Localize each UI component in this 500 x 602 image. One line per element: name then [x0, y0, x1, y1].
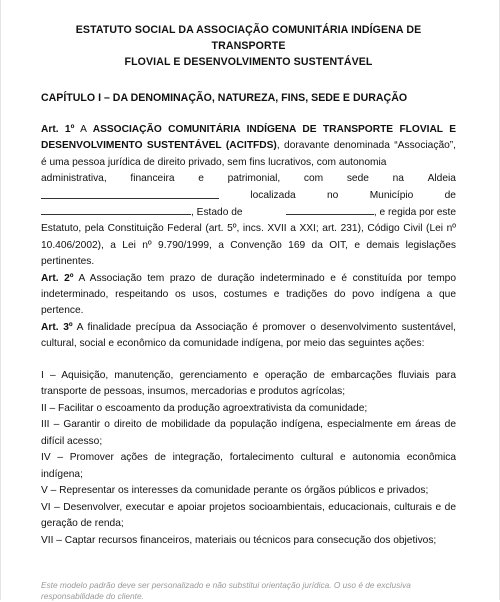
article-2-label: Art. 2º: [41, 272, 74, 284]
aldeia-blank-line: [41, 188, 219, 199]
word: Município: [369, 189, 414, 201]
article-1-text-b: , doravante denominada “Associação”, é uma pessoa jurídica de direito privado, sem fins lucrativos, com autonomia: [41, 140, 456, 168]
word: no: [327, 189, 339, 201]
list-item: III – Garantir o direito de mobilidade da população indígena, especialmente em áreas de difícil acesso;: [41, 419, 456, 447]
article-1-continuation: Estatuto, pela Constituição Federal (art. 5º, incs. XVII a XXI; art. 231), Código Civil (Lei nº 10.406/2002), a Lei nº 9.790/1999, a Convenção 169 da OIT, e demais legislações pertinentes.: [41, 223, 456, 268]
title-line-2: FLOVIAL E DESENVOLVIMENTO SUSTENTÁVEL: [124, 56, 373, 68]
word: e: [198, 173, 204, 185]
disclaimer-footer: Este modelo padrão deve ser personalizado e não substitui orientação jurídica. O uso é de exclusiva responsabilidade do cliente.: [41, 580, 411, 601]
article-1-line-5: [41, 204, 456, 221]
municipio-blank-line: [41, 204, 191, 215]
word: patrimonial,: [227, 173, 281, 185]
word: sede: [346, 173, 369, 185]
list-item: IV – Promover ações de integração, fortalecimento cultural e autonomia econômica indígena;: [41, 452, 456, 480]
word: Aldeia: [427, 173, 456, 185]
article-3: [41, 320, 456, 353]
list-item: VI – Desenvolver, executar e apoiar projetos socioambientais, educacionais, culturais e de geração de renda;: [41, 501, 456, 530]
list-item: V – Representar os interesses da comunidade perante os órgãos públicos e privados;: [41, 485, 429, 497]
list-item: VII – Captar recursos financeiros, materiais ou técnicos para consecução dos objetivos;: [41, 534, 437, 546]
chapter-heading: CAPÍTULO I – DA DENOMINAÇÃO, NATUREZA, FINS, SEDE E DURAÇÃO: [41, 92, 408, 104]
article-1-line-4: [41, 188, 456, 204]
article-2: [41, 271, 456, 320]
word: administrativa,: [41, 173, 107, 185]
article-1-line-3: [41, 171, 456, 187]
regida-text: , e regida por este: [373, 207, 456, 219]
article-3-label: Art. 3º: [41, 321, 73, 333]
word: com: [303, 173, 324, 185]
word: na: [392, 173, 404, 185]
actions-list: [41, 368, 456, 550]
title-line-1: ESTATUTO SOCIAL DA ASSOCIAÇÃO COMUNITÁRIA INDÍGENA DE TRANSPORTE: [75, 24, 422, 52]
article-1-intro: [41, 122, 456, 171]
article-1: [41, 122, 456, 271]
word: financeira: [130, 173, 175, 185]
estado-label: , Estado de: [191, 207, 243, 219]
word: de: [444, 189, 456, 201]
association-name: ASSOCIAÇÃO COMUNITÁRIA INDÍGENA DE TRANSPORTE FLOVIAL E DESENVOLVIMENTO SUSTENTÁVEL (ACITFDS): [41, 124, 457, 152]
article-1-text-a: A: [74, 124, 93, 135]
word: localizada: [250, 189, 296, 201]
article-1-label: Art. 1º: [41, 124, 75, 135]
article-3-text: A finalidade precípua da Associação é promover o desenvolvimento sustentável, cultural, social e econômico da comunidade indígena, por meio das seguintes ações:: [41, 321, 456, 350]
document-title: [51, 22, 446, 70]
list-item: I – Aquisição, manutenção, gerenciamento e operação de embarcações fluviais para transporte de pessoas, insumos, mercadorias e produtos agrícolas;: [41, 369, 456, 398]
article-2-text: A Associação tem prazo de duração indeterminado e é constituída por tempo indeterminado, respeitando os usos, costumes e tradições do povo indígena a que pertence.: [41, 272, 457, 317]
estado-blank-line: [286, 204, 374, 215]
list-item: II – Facilitar o escoamento da produção agroextrativista da comunidade;: [41, 402, 368, 414]
